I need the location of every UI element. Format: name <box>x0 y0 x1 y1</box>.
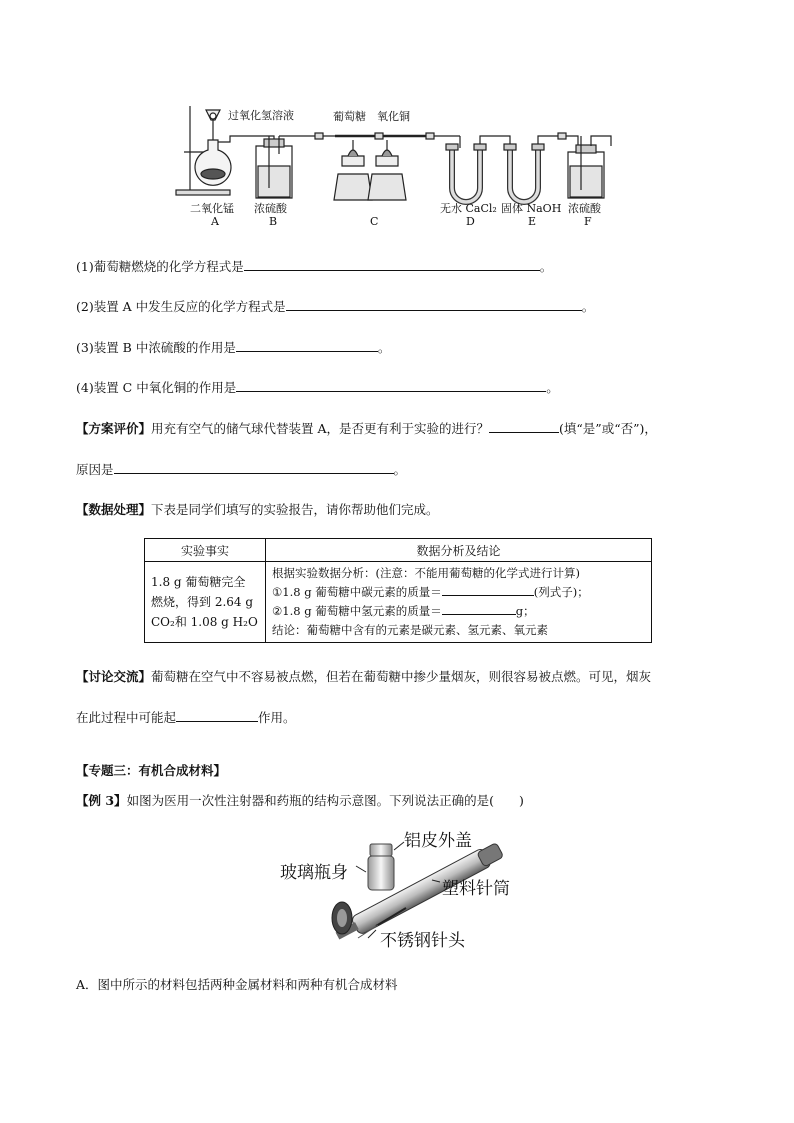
report-facts-cell <box>145 562 266 643</box>
discussion-text: 葡萄糖在空气中不容易被点燃，但若在葡萄糖中掺少量烟灰，则很容易被点燃。可见，烟灰 <box>151 669 652 684</box>
label-a-letter: A <box>211 215 219 228</box>
report-analysis-1-end: (列式子)； <box>533 585 589 599</box>
example3-label: 【例 3】 <box>76 793 127 808</box>
question-1-end: 。 <box>539 259 553 274</box>
label-c-letter: C <box>370 215 379 228</box>
label-h2o2: 过氧化氢溶液 <box>228 109 294 122</box>
question-1 <box>76 257 552 275</box>
report-fact-line-2: 燃烧，得到 2.64 g <box>151 595 254 609</box>
hydrogen-mass-blank[interactable] <box>442 602 516 615</box>
discussion-line-1 <box>76 667 651 685</box>
report-fact-line-3: CO₂和 1.08 g H₂O <box>151 615 258 629</box>
label-aluminum-cap: 铝皮外盖 <box>404 831 472 851</box>
discussion-line-2-text: 在此过程中可能起 <box>76 710 177 725</box>
label-steel-needle: 不锈钢针头 <box>380 931 465 951</box>
carbon-mass-blank[interactable] <box>442 583 534 596</box>
label-d-letter: D <box>466 215 475 228</box>
report-fact-line-1: 1.8 g 葡萄糖完全 <box>151 575 246 589</box>
label-glass-bottle: 玻璃瓶身 <box>280 863 348 883</box>
answer-blank-3[interactable] <box>236 339 378 352</box>
label-e-letter: E <box>528 215 537 228</box>
label-f-reagent: 浓硫酸 <box>568 202 601 215</box>
label-f-letter: F <box>584 215 592 228</box>
report-analysis-1 <box>272 583 645 602</box>
report-analysis-cell <box>266 562 652 643</box>
report-table-header-row <box>145 539 652 562</box>
question-4-end: 。 <box>546 380 559 395</box>
evaluation-tail: (填“是”或“否”)， <box>559 421 657 436</box>
evaluation-line-2 <box>76 460 406 478</box>
report-table-row <box>145 562 652 643</box>
label-b-letter: B <box>269 215 278 228</box>
question-4-text: (4)装置 C 中氧化铜的作用是 <box>76 380 237 395</box>
report-header-analysis: 数据分析及结论 <box>266 539 652 562</box>
report-analysis-2-text: ②1.8 g 葡萄糖中氢元素的质量＝ <box>272 604 442 618</box>
question-1-text: (1)葡萄糖燃烧的化学方程式是 <box>76 259 244 274</box>
discussion-heading: 【讨论交流】 <box>76 669 152 684</box>
answer-blank-4[interactable] <box>236 379 546 392</box>
label-plastic-barrel: 塑料针筒 <box>442 879 510 899</box>
option-a: A．图中所示的材料包括两种金属材料和两种有机合成材料 <box>76 977 398 992</box>
syringe-figure <box>276 822 526 950</box>
evaluation-blank-reason[interactable] <box>114 461 394 474</box>
question-3-text: (3)装置 B 中浓硫酸的作用是 <box>76 340 236 355</box>
apparatus-figure <box>170 96 630 230</box>
discussion-blank[interactable] <box>176 709 258 722</box>
answer-blank-2[interactable] <box>286 298 582 311</box>
label-glucose: 葡萄糖 <box>333 110 366 123</box>
question-3-end: 。 <box>377 340 391 355</box>
data-processing-text: 下表是同学们填写的实验报告，请你帮助他们完成。 <box>151 502 439 517</box>
report-analysis-2 <box>272 602 645 621</box>
topic3-title: 【专题三：有机合成材料】 <box>76 763 227 778</box>
label-e-reagent: 固体 NaOH <box>501 202 562 215</box>
question-2-end: 。 <box>581 299 595 314</box>
label-b-reagent: 浓硫酸 <box>254 202 287 215</box>
evaluation-heading: 【方案评价】 <box>76 421 152 436</box>
evaluation-blank-yes-no[interactable] <box>489 420 559 433</box>
evaluation-reason: 原因是 <box>76 462 114 477</box>
data-processing-line <box>76 500 439 518</box>
data-processing-heading: 【数据处理】 <box>76 502 152 517</box>
evaluation-end: 。 <box>393 462 407 477</box>
label-d-reagent: 无水 CaCl₂ <box>440 202 497 215</box>
evaluation-text: 用充有空气的储气球代替装置 A，是否更有利于实验的进行？ <box>151 421 490 436</box>
report-analysis-2-end: g； <box>515 604 535 618</box>
example3-text: 如图为医用一次性注射器和药瓶的结构示意图。下列说法正确的是( ) <box>126 793 524 808</box>
label-cuo: 氧化铜 <box>377 110 410 123</box>
answer-blank-1[interactable] <box>244 258 540 271</box>
report-analysis-1-text: ①1.8 g 葡萄糖中碳元素的质量＝ <box>272 585 442 599</box>
question-3 <box>76 338 390 356</box>
evaluation-line-1 <box>76 419 657 437</box>
discussion-line-2-end: 作用。 <box>258 710 296 725</box>
question-4 <box>76 378 559 396</box>
report-header-facts: 实验事实 <box>145 539 266 562</box>
label-a-reagent: 二氧化锰 <box>190 202 234 215</box>
report-table <box>144 538 652 643</box>
report-conclusion: 结论：葡萄糖中含有的元素是碳元素、氢元素、氧元素 <box>272 623 548 637</box>
question-2-text: (2)装置 A 中发生反应的化学方程式是 <box>76 299 286 314</box>
discussion-line-2 <box>76 708 296 726</box>
report-analysis-intro: 根据实验数据分析：(注意：不能用葡萄糖的化学式进行计算) <box>272 566 580 580</box>
question-2 <box>76 297 594 315</box>
example3-line <box>76 791 524 809</box>
